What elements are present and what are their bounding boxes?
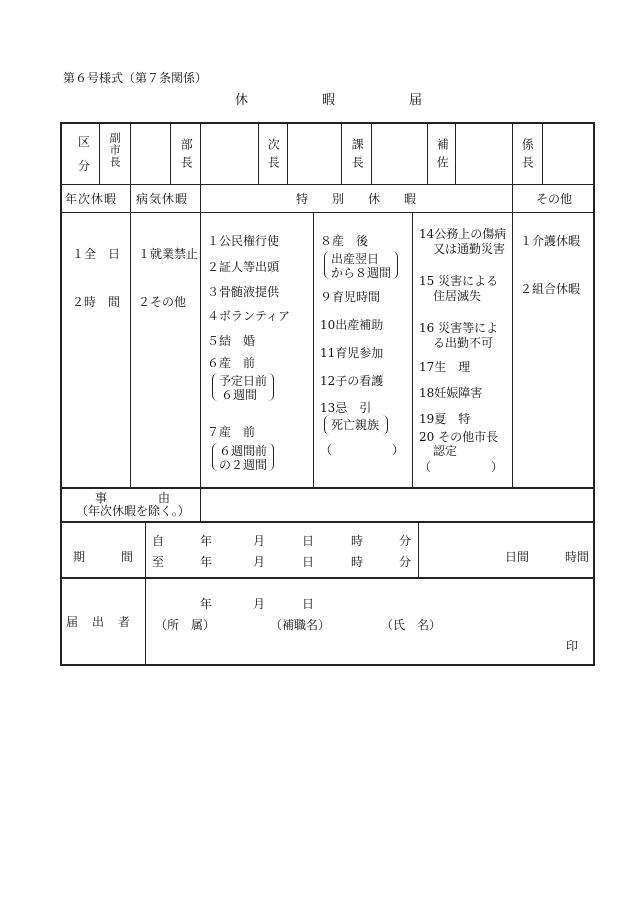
special-leave-header-3: 休 [368, 192, 381, 206]
special-item-16-a: 16 災害等によ [419, 321, 499, 335]
from-hour-unit: 時 [351, 534, 364, 548]
special-item-16-b: る出勤不可 [433, 336, 494, 350]
special-item-6-note-2: ６週間 [221, 388, 258, 402]
special-item-12: 12子の看護 [320, 374, 384, 388]
special-item-10: 10出産補助 [320, 318, 384, 332]
title-char-3: 届 [409, 93, 423, 108]
from-minute-unit: 分 [399, 534, 412, 548]
title-char-2: 暇 [322, 93, 336, 108]
period-label-1: 期 [73, 550, 86, 564]
kacho-label: 課長 [350, 138, 365, 174]
special-item-7: ７産 前 [207, 425, 256, 439]
kakaricho-label: 係長 [520, 138, 535, 174]
special-item-9: ９育児時間 [320, 290, 381, 304]
special-item-2: ２証人等出頭 [207, 260, 280, 274]
hosa-label: 補佐 [435, 138, 450, 174]
annual-option-2: ２時 間 [72, 295, 121, 309]
bun-label: 分 [78, 159, 91, 173]
special-item-15-b: 住居滅失 [433, 289, 482, 303]
special-item-7-note-1: ６週間前 [219, 444, 268, 458]
special-item-20-a: 20 その他市長 [419, 430, 499, 444]
to-year-unit: 年 [200, 555, 213, 569]
special-col3-blank-paren: （ ） [419, 460, 504, 474]
special-col2-blank-paren: （ ） [320, 443, 405, 457]
other-option-1: １介護休暇 [520, 234, 581, 248]
special-item-13: 13忌 引 [320, 401, 372, 415]
reason-label-2: 由 [158, 491, 171, 505]
period-label-2: 間 [121, 550, 134, 564]
reason-sub-label: （年次休暇を除く。） [76, 504, 190, 518]
special-item-14-a: 14公務上の傷病 [419, 227, 507, 241]
special-item-14-b: 又は通勤災害 [433, 242, 506, 256]
to-hour-unit: 時 [351, 555, 364, 569]
to-minute-unit: 分 [399, 555, 412, 569]
applicant-day-unit: 日 [302, 597, 315, 611]
special-item-1: １公民権行使 [207, 234, 280, 248]
special-item-20-b: 認定 [433, 444, 458, 458]
special-item-8-note-2: から８週間 [331, 266, 392, 280]
sick-option-2: ２その他 [138, 295, 187, 309]
fuku-shicho-label: 副市長 [108, 132, 122, 168]
bucho-label: 部長 [179, 138, 194, 174]
special-item-6-note-1: 予定日前 [219, 374, 268, 388]
applicant-year-unit: 年 [200, 597, 213, 611]
special-item-13-note: 死亡親族 [331, 418, 380, 432]
title-char-1: 休 [235, 93, 249, 108]
position-label: （補職名） [270, 618, 331, 632]
special-leave-header-2: 別 [332, 192, 345, 206]
period-from: 自 [152, 534, 165, 548]
special-leave-header-1: 特 [296, 192, 309, 206]
applicant-label: 届 出 者 [66, 615, 132, 629]
affiliation-label: （所 属） [155, 618, 216, 632]
form-number: 第６号様式（第７条関係） [63, 71, 208, 85]
special-leave-header-4: 暇 [404, 192, 417, 206]
seal-mark: 印 [566, 639, 579, 653]
special-item-11: 11育児参加 [320, 346, 384, 360]
to-day-unit: 日 [302, 555, 315, 569]
special-item-18: 18妊娠障害 [419, 386, 483, 400]
special-item-5: ５結 婚 [207, 334, 256, 348]
other-leave-header: その他 [536, 192, 573, 206]
special-item-8: ８産 後 [320, 234, 369, 248]
jicho-label: 次長 [266, 138, 281, 174]
special-item-15-a: 15 災害による [419, 274, 499, 288]
special-item-3: ３骨髄液提供 [207, 285, 280, 299]
ku-label: 区 [78, 135, 91, 149]
period-hours-unit: 時間 [565, 550, 590, 564]
period-days-unit: 日間 [505, 550, 530, 564]
sick-option-1: １就業禁止 [138, 247, 199, 261]
to-month-unit: 月 [253, 555, 266, 569]
sick-leave-header: 病気休暇 [136, 192, 189, 206]
other-option-2: ２組合休暇 [520, 282, 581, 296]
period-to: 至 [152, 555, 165, 569]
applicant-month-unit: 月 [253, 597, 266, 611]
special-item-4: ４ボランティア [207, 309, 291, 323]
from-year-unit: 年 [200, 534, 213, 548]
special-item-8-note-1: 出産翌日 [331, 252, 380, 266]
special-item-19: 19夏 特 [419, 412, 471, 426]
annual-leave-header: 年次休暇 [65, 192, 118, 206]
reason-label-1: 事 [95, 491, 108, 505]
special-item-17: 17生 理 [419, 360, 471, 374]
special-item-6: ６産 前 [207, 356, 256, 370]
reason-input[interactable] [202, 490, 592, 520]
from-month-unit: 月 [253, 534, 266, 548]
from-day-unit: 日 [302, 534, 315, 548]
name-label: （氏 名） [381, 618, 442, 632]
annual-option-1: １全 日 [72, 247, 121, 261]
special-item-7-note-2: の２週間 [219, 458, 268, 472]
